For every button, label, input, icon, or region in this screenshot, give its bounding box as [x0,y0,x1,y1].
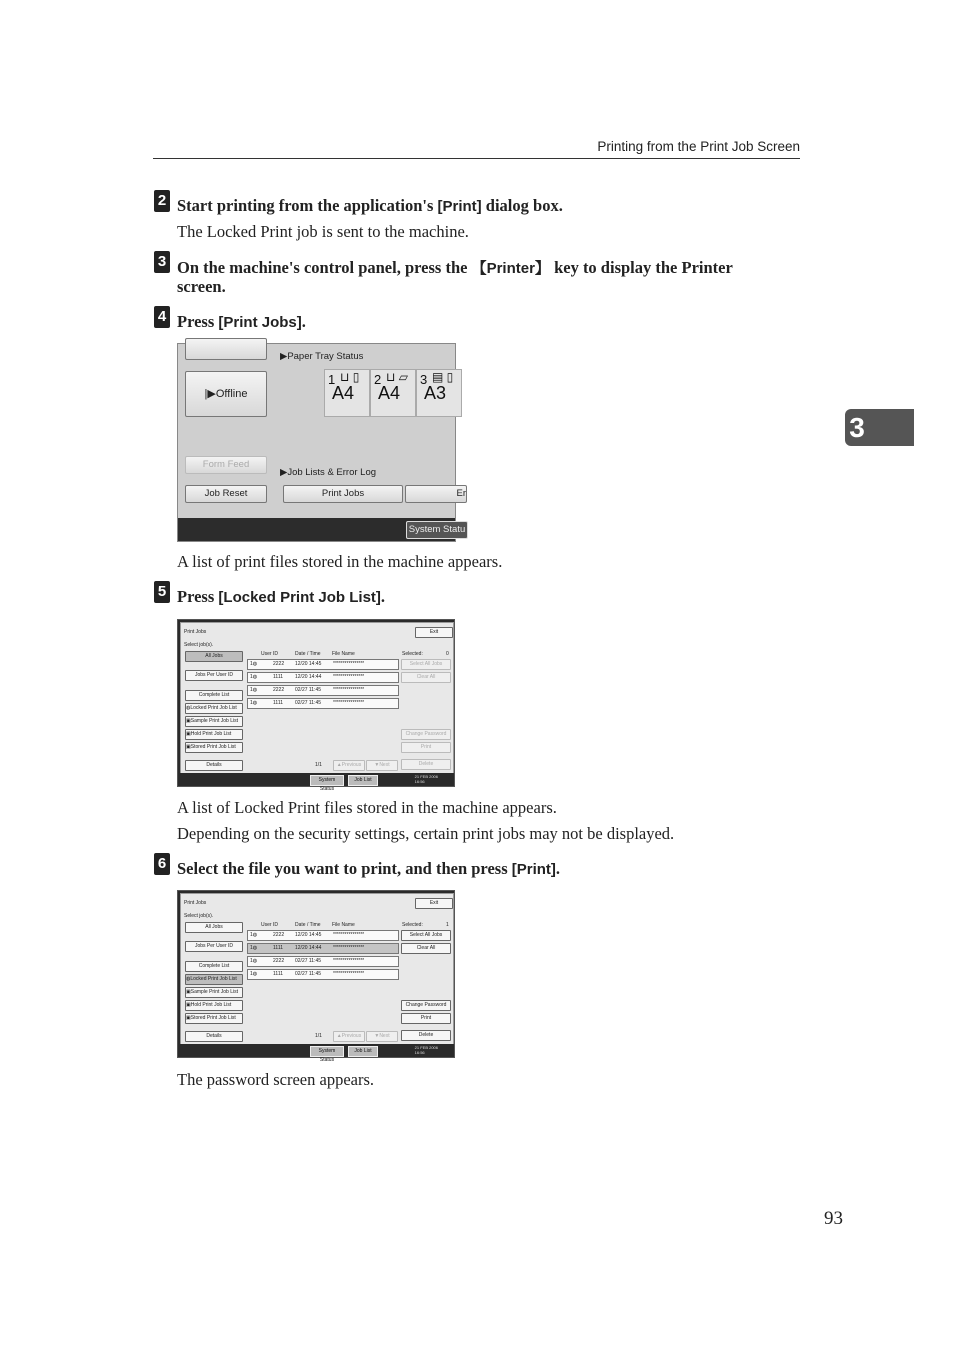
button-label: Stored Print Job List [190,744,236,750]
page-number: 93 [824,1208,843,1229]
tray-paper-icon: ▤ ▯ [432,370,454,384]
row-user: 1111 [273,971,284,977]
tray-number: 1 [328,372,336,387]
system-status-button[interactable]: System Statu [406,521,468,539]
row-date: 12/20 14:45 [295,661,322,667]
lock-icon: 1◍ [250,661,258,667]
column-header-date: Date / Time [295,651,321,657]
step-number-badge: 4 [154,306,170,328]
step-2-instruction [177,196,563,216]
job-reset-button[interactable]: Job Reset [185,485,267,503]
triangle-icon: ▶ [280,351,288,362]
column-header-file: File Name [332,922,355,928]
tray-1 [324,369,370,417]
print-button[interactable]: Print [401,742,451,753]
selected-count: 1 [446,922,449,928]
row-file: **************** [333,945,365,951]
step-keyword: 【Printer】 [471,260,550,277]
lock-icon: 1◍ [250,932,258,938]
lock-icon: 1◍ [250,687,258,693]
previous-button[interactable]: ▲Previous [333,760,365,771]
table-row[interactable] [247,969,399,980]
hold-icon: ▣ [186,1002,191,1008]
sample-icon: ▣ [186,989,191,995]
change-password-button[interactable]: Change Password [401,729,451,740]
row-user: 2222 [273,958,285,964]
tray-size: A4 [378,383,401,403]
table-row[interactable] [247,659,399,670]
button-label: Sample Print Job List [190,989,238,995]
error-log-button[interactable]: Er [405,485,467,503]
status-date: 21 FEB 2006 [414,774,438,779]
row-file: **************** [333,958,365,964]
step-5-instruction [177,587,385,607]
row-date: 02/27 11:45 [295,958,322,964]
hold-print-list-button[interactable] [185,729,243,740]
header-rule [153,158,800,159]
step-text: . [380,587,386,606]
locked-print-list-button[interactable] [185,703,243,714]
step-6-result: The password screen appears. [177,1070,375,1089]
step-5-result: A list of Locked Print files stored in the machine appears. [177,798,557,817]
step-number-badge: 3 [154,251,170,273]
select-all-button[interactable]: Select All Jobs [401,930,451,941]
status-datetime [415,1045,438,1055]
row-date: 02/27 11:45 [295,700,322,706]
step-number-badge: 5 [154,581,170,603]
offline-label: Offline [215,388,248,400]
step-keyword: [Print Jobs] [218,314,302,331]
button-label: Stored Print Job List [190,1015,236,1021]
tray-size: A4 [332,383,355,403]
running-header: Printing from the Print Job Screen [597,139,800,154]
tray-paper-icon: ⊔ ▱ [386,370,408,384]
offline-button[interactable] [185,371,267,417]
row-date: 12/20 14:44 [295,674,322,680]
step-text: Press [177,312,219,331]
form-feed-button[interactable]: Form Feed [185,456,267,474]
job-list-button[interactable]: Job List [348,1046,378,1057]
job-list-panel [180,622,454,774]
print-button[interactable]: Print [401,1013,451,1024]
tray-size: A3 [424,383,447,403]
stored-icon: ▣ [186,1015,191,1021]
row-file: **************** [333,971,365,977]
status-time: 16:56 [414,1050,425,1055]
paper-tray-status-text: Paper Tray Status [287,351,364,362]
print-jobs-button[interactable]: Print Jobs [283,485,403,503]
step-text: On the machine's control panel, press the [177,258,472,277]
column-header-date: Date / Time [295,922,321,928]
step-keyword: [Print] [437,198,482,215]
sample-icon: ▣ [186,718,191,724]
table-row-selected[interactable] [247,943,399,954]
lock-icon: 1◍ [250,674,258,680]
page-indicator: 1/1 [315,1033,322,1039]
job-lists-label [280,467,376,478]
step-text: dialog box. [481,196,563,215]
row-user: 2222 [273,932,285,938]
offline-icon: |▶ [204,388,216,400]
job-list-title: Print Jobs [184,629,207,635]
step-text: key to display the Printer [549,258,733,277]
delete-button[interactable]: Delete [401,759,451,770]
next-button[interactable]: ▼Next [366,760,398,771]
clear-all-button[interactable]: Clear All [401,672,451,683]
complete-list-button[interactable]: Complete List [185,690,243,701]
status-bar [178,773,454,792]
tray-paper-icon: ⊔ ▯ [340,370,360,384]
button-label: Hold Print Job List [190,1002,232,1008]
tray-3 [416,369,462,417]
all-jobs-button[interactable]: All Jobs [185,651,243,662]
hold-icon: ▣ [186,731,191,737]
chapter-number: 3 [849,412,865,443]
step-text: . [555,859,561,878]
system-status-button[interactable]: System Status [310,1046,344,1057]
row-user: 1111 [273,674,284,680]
status-date: 21 FEB 2006 [414,1045,438,1050]
select-prompt: Select job(s). [184,642,214,648]
step-text: Select the file you want to print, and then press [177,859,512,878]
row-user: 2222 [273,687,285,693]
step-2-result: The Locked Print job is sent to the machine. [177,222,469,241]
change-password-button[interactable]: Change Password [401,1000,451,1011]
tray-2 [370,369,416,417]
sample-print-list-button[interactable] [185,987,243,998]
step-4-instruction [177,312,306,332]
online-button[interactable] [185,338,267,360]
row-date: 02/27 11:45 [295,687,322,693]
step-keyword: [Print] [511,861,556,878]
row-file: **************** [333,700,365,706]
job-list-screenshot-locked [177,890,455,1063]
complete-list-button[interactable]: Complete List [185,961,243,972]
job-list-screenshot-all [177,619,455,792]
step-number-badge: 6 [154,853,170,875]
step-number-badge: 2 [154,190,170,212]
system-status-button[interactable]: System Status [310,775,344,786]
status-time: 16:56 [414,779,425,784]
step-3-instruction [177,257,733,278]
select-prompt: Select job(s). [184,913,214,919]
all-jobs-button[interactable]: All Jobs [185,922,243,933]
hold-print-list-button[interactable] [185,1000,243,1011]
row-file: **************** [333,932,365,938]
lock-icon: 1◍ [250,958,258,964]
lock-icon: ◍ [186,705,191,711]
table-row[interactable] [247,685,399,696]
jobs-per-user-button[interactable]: Jobs Per User ID [185,670,243,681]
tray-number: 2 [374,372,382,387]
job-list-button[interactable]: Job List [348,775,378,786]
row-file: **************** [333,674,365,680]
column-header-user: User ID [261,651,278,657]
tray-number: 3 [420,372,428,387]
next-button[interactable]: ▼Next [366,1031,398,1042]
lock-icon: 1◍ [250,700,258,706]
button-label: Hold Print Job List [190,731,232,737]
table-row[interactable] [247,698,399,709]
lock-icon: ◍ [186,976,191,982]
step-keyword: [Locked Print Job List] [218,589,381,606]
status-bar [178,1044,454,1063]
selected-label: Selected: [402,922,423,928]
button-label: Locked Print Job List [190,705,237,711]
step-6-instruction [177,859,560,879]
table-row[interactable] [247,672,399,683]
lock-icon: 1◍ [250,945,258,951]
button-label: Locked Print Job List [190,976,237,982]
selected-label: Selected: [402,651,423,657]
locked-print-list-button[interactable] [185,974,243,985]
printer-panel-screenshot [177,343,466,542]
status-datetime [415,774,438,784]
step-text: Press [177,587,219,606]
stored-print-list-button[interactable] [185,742,243,753]
triangle-icon: ▶ [280,467,288,478]
row-user: 1111 [273,945,284,951]
exit-button[interactable]: Exit [415,898,453,909]
clear-all-button[interactable]: Clear All [401,943,451,954]
step-4-result: A list of print files stored in the machine appears. [177,552,503,571]
row-date: 12/20 14:45 [295,932,322,938]
jobs-per-user-button[interactable]: Jobs Per User ID [185,941,243,952]
delete-button[interactable]: Delete [401,1030,451,1041]
job-lists-text: Job Lists & Error Log [287,467,377,478]
job-list-title: Print Jobs [184,900,207,906]
button-label: Sample Print Job List [190,718,238,724]
exit-button[interactable]: Exit [415,627,453,638]
table-row[interactable] [247,956,399,967]
row-file: **************** [333,661,365,667]
details-button[interactable]: Details [185,760,243,771]
job-list-panel [180,893,454,1045]
previous-button[interactable]: ▲Previous [333,1031,365,1042]
security-note: Depending on the security settings, certain print jobs may not be displayed. [177,824,675,843]
step-text: . [301,312,306,331]
row-date: 12/20 14:44 [295,945,322,951]
step-3-instruction-line2: screen. [177,277,226,296]
select-all-button[interactable]: Select All Jobs [401,659,451,670]
column-header-user: User ID [261,922,278,928]
lock-icon: 1◍ [250,971,258,977]
row-user: 2222 [273,661,285,667]
page-indicator: 1/1 [315,762,322,768]
row-user: 1111 [273,700,284,706]
table-row[interactable] [247,930,399,941]
row-date: 02/27 11:45 [295,971,322,977]
stored-icon: ▣ [186,744,191,750]
sample-print-list-button[interactable] [185,716,243,727]
stored-print-list-button[interactable] [185,1013,243,1024]
paper-tray-status-label [280,351,363,362]
step-text: Start printing from the application's [177,196,438,215]
selected-count: 0 [446,651,449,657]
details-button[interactable]: Details [185,1031,243,1042]
row-file: **************** [333,687,365,693]
column-header-file: File Name [332,651,355,657]
